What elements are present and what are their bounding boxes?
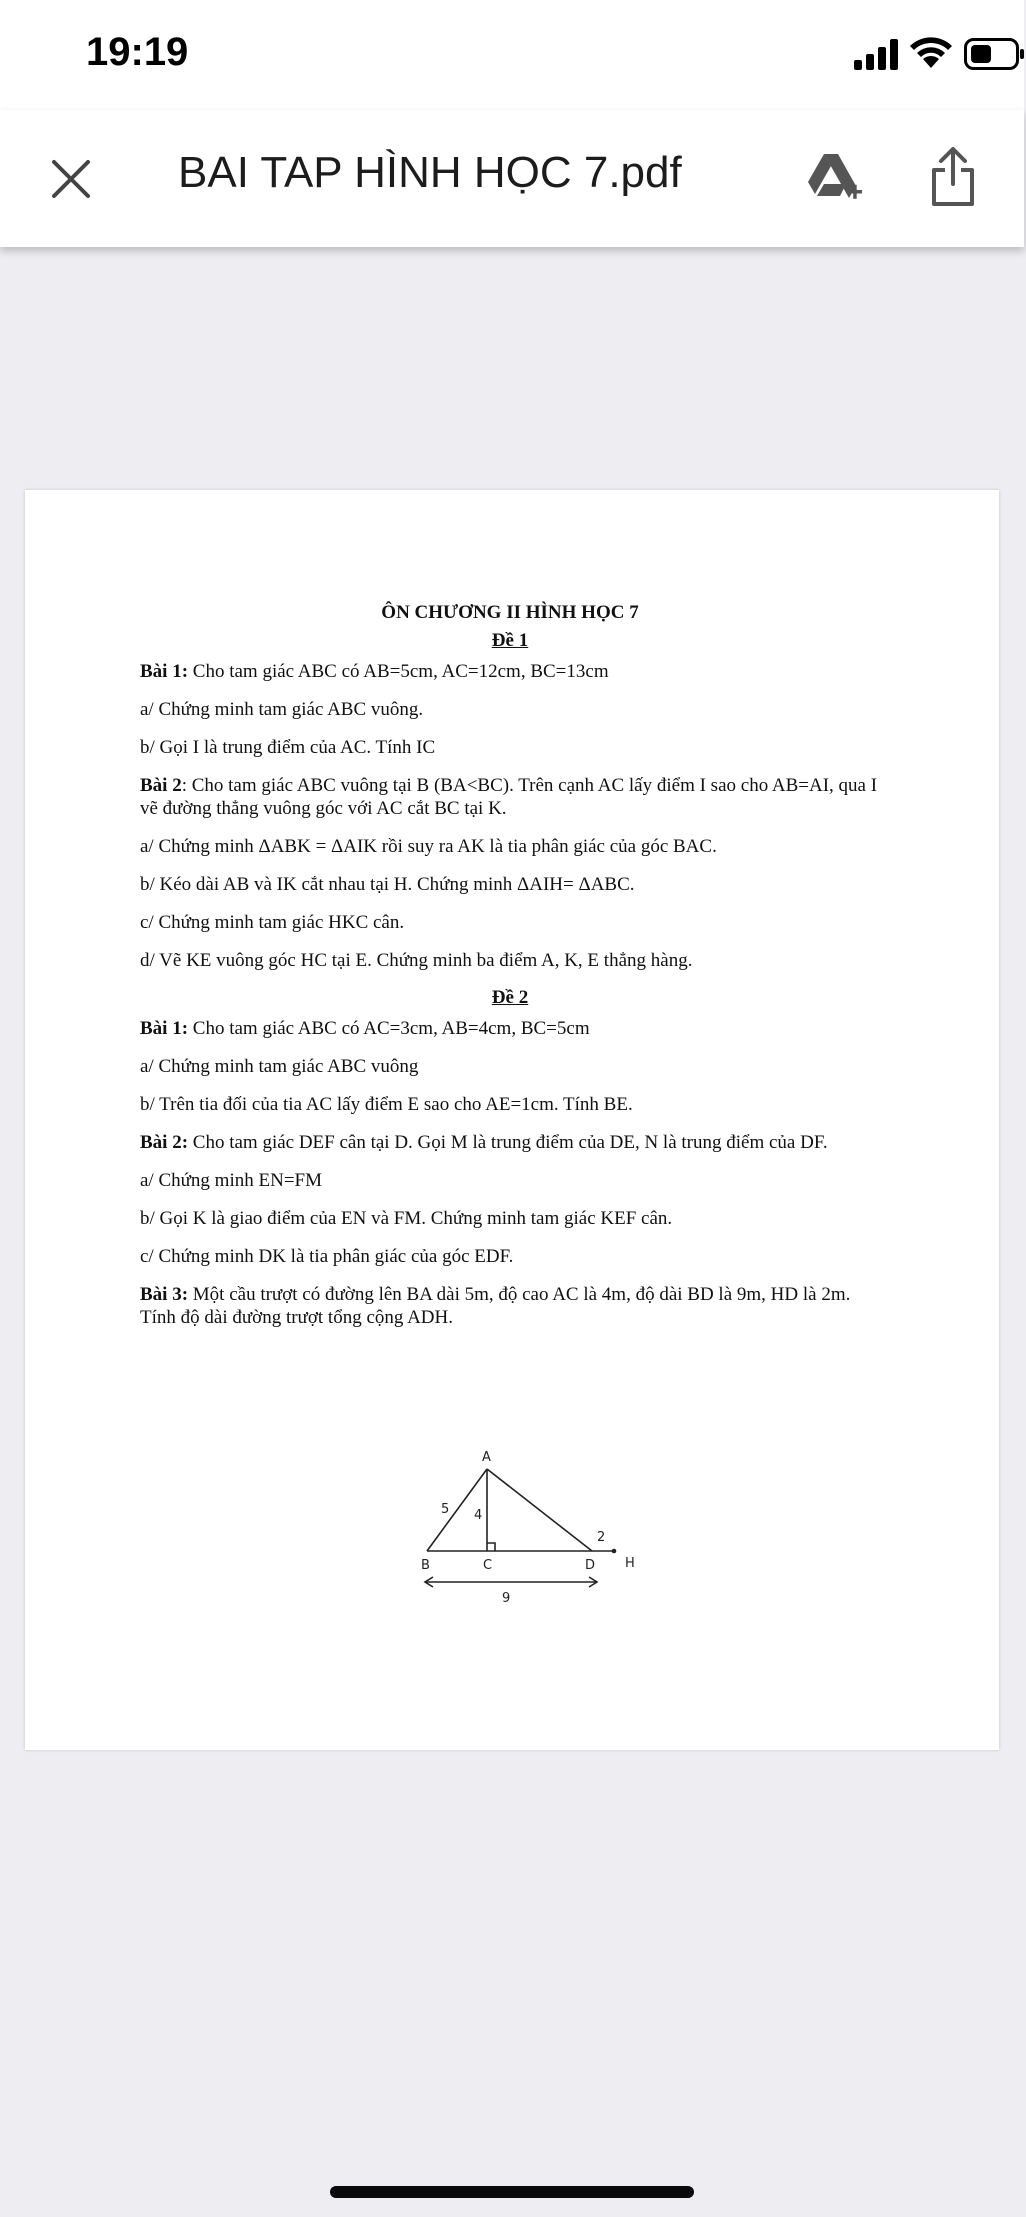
status-bar [0,0,1024,110]
exam-2-problem-2-b: b/ Gọi K là giao điểm của EN và FM. Chứng minh tam giác KEF cân. [140,1208,673,1229]
label-bd-length: 9 [502,1591,511,1606]
label-a: A [482,1450,491,1465]
point-h [612,1549,617,1554]
exam-1-problem-1 [140,660,880,683]
wifi-icon [909,36,953,70]
exam-2-problem-2-a: a/ Chứng minh EN=FM [140,1170,322,1191]
exam-1-heading: Đề 1 [491,630,529,651]
signal-icon [854,38,902,70]
exam-2-heading: Đề 2 [491,987,529,1008]
problem-label: Bài 1: [140,1018,189,1039]
problem-text: : Cho tam giác ABC vuông tại B (BA<BC). Trên cạnh AC lấy điểm I sao cho AB=AI, qua I vẽ đường thẳng vuông góc với AC cắt BC tại K. [140,775,878,819]
problem-text: Cho tam giác ABC có AB=5cm, AC=12cm, BC=13cm [188,661,609,682]
pdf-page [25,490,999,1750]
exam-2-problem-3 [140,1283,880,1329]
label-b: B [421,1558,430,1573]
status-time: 19:19 [86,30,189,74]
doc-title: ÔN CHƯƠNG II HÌNH HỌC 7 [381,602,639,623]
exam-2-problem-1-a: a/ Chứng minh tam giác ABC vuông [140,1056,419,1077]
problem-label: Bài 2: [140,1132,189,1153]
label-h: H [625,1556,635,1571]
slide-diagram [347,1435,707,1606]
line-ad [487,1469,592,1551]
label-c: C [483,1558,493,1573]
label-dh-length: 2 [597,1530,606,1545]
home-indicator[interactable] [330,2186,694,2198]
exam-2-problem-1 [140,1017,880,1040]
label-ac-length: 4 [474,1508,483,1523]
problem-text: Cho tam giác ABC có AC=3cm, AB=4cm, BC=5cm [188,1018,590,1039]
problem-label: Bài 2 [140,775,182,796]
label-ba-length: 5 [441,1502,450,1517]
viewer-header [0,110,1024,247]
document-content [140,602,880,1344]
add-to-drive-icon[interactable] [806,150,864,204]
problem-text: Một cầu trượt có đường lên BA dài 5m, độ cao AC là 4m, độ dài BD là 9m, HD là 2m. Tính độ dài đường trượt tổng cộng ADH. [140,1284,851,1328]
file-title: BAI TAP HÌNH HỌC 7.pdf [178,148,682,197]
battery-icon [964,38,1026,70]
problem-label: Bài 1: [140,661,189,682]
problem-label: Bài 3: [140,1284,189,1305]
exam-1-problem-2-a: a/ Chứng minh ΔABK = ΔAIK rồi suy ra AK là tia phân giác của góc BAC. [140,836,717,857]
exam-1-problem-2 [140,774,880,820]
exam-2-problem-1-b: b/ Trên tia đối của tia AC lấy điểm E sao cho AE=1cm. Tính BE. [140,1094,633,1115]
exam-1-problem-1-a: a/ Chứng minh tam giác ABC vuông. [140,699,424,720]
problem-text: Cho tam giác DEF cân tại D. Gọi M là trung điểm của DE, N là trung điểm của DF. [188,1132,828,1153]
right-angle-mark [487,1543,495,1551]
share-icon[interactable] [930,146,976,208]
exam-2-problem-2 [140,1131,880,1154]
close-icon[interactable] [50,158,92,200]
exam-1-problem-2-c: c/ Chứng minh tam giác HKC cân. [140,912,405,933]
exam-1-problem-2-d: d/ Vẽ KE vuông góc HC tại E. Chứng minh ba điểm A, K, E thẳng hàng. [140,950,693,971]
exam-2-problem-2-c: c/ Chứng minh DK là tia phân giác của góc EDF. [140,1246,514,1267]
exam-1-problem-1-b: b/ Gọi I là trung điểm của AC. Tính IC [140,737,436,758]
label-d: D [585,1558,596,1573]
exam-1-problem-2-b: b/ Kéo dài AB và IK cắt nhau tại H. Chứng minh ΔAIH= ΔABC. [140,874,635,895]
